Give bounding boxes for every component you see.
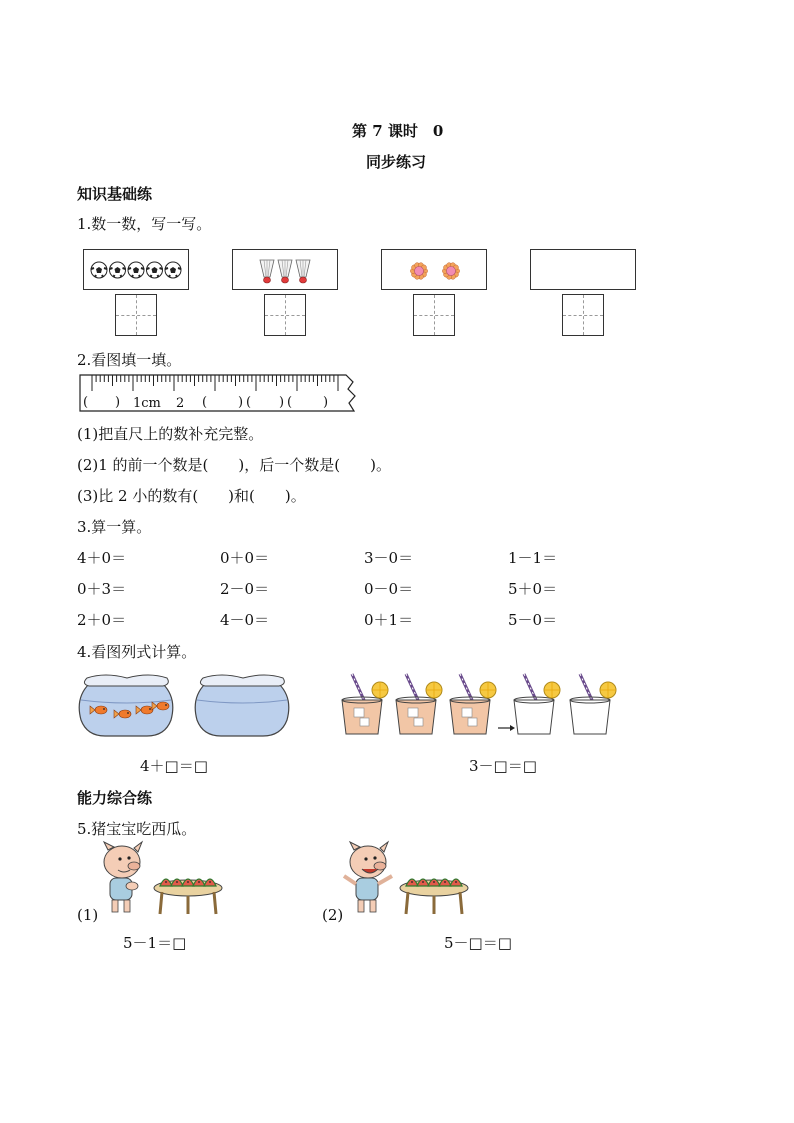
q4-prompt: 4.看图列式计算。 [77, 643, 197, 661]
answer-grid-4[interactable] [562, 294, 604, 336]
arrow-icon [498, 725, 515, 731]
juice-cup-icon [396, 674, 442, 734]
equation: 0＋0＝ [220, 549, 270, 567]
lesson-title: 第 7 课时 0 [352, 122, 444, 140]
juice-cup-icon [450, 674, 496, 734]
soccer-ball-icon [147, 262, 163, 278]
q5-equation-1: 5－1＝□ [123, 934, 187, 952]
answer-grid-1[interactable] [115, 294, 157, 336]
ruler-label: ( [287, 395, 293, 410]
pig-icon [104, 842, 142, 912]
empty-fishbowl-icon [195, 675, 289, 736]
ruler-label: ) [279, 395, 285, 410]
juice-cup-icon [342, 674, 388, 734]
shuttlecock-icon [296, 260, 310, 283]
picture-box-empty [530, 249, 636, 290]
soccer-ball-icon [91, 262, 107, 278]
pig-eating-illustration-2 [342, 842, 472, 918]
equation: 1－1＝ [508, 549, 558, 567]
answer-grid-3[interactable] [413, 294, 455, 336]
soccer-ball-icon [110, 262, 126, 278]
section-heading-basic: 知识基础练 [77, 185, 153, 203]
equation: 3－0＝ [364, 549, 414, 567]
q2-sub3: (3)比 2 小的数有( )和( )。 [77, 487, 306, 505]
ruler-label: 1cm [133, 396, 161, 411]
equation: 0＋3＝ [77, 580, 127, 598]
picture-box-flowers [381, 249, 487, 290]
section-heading-advanced: 能力综合练 [77, 789, 153, 807]
q5-label-2: (2) [322, 906, 344, 924]
q4-left-equation: 4＋□＝□ [140, 757, 208, 775]
equation: 0＋1＝ [364, 611, 414, 629]
equation: 2＋0＝ [77, 611, 127, 629]
q5-equation-2: 5－□＝□ [444, 934, 512, 952]
fish-bowls-illustration [75, 670, 290, 742]
soccer-ball-icon [165, 262, 181, 278]
ruler [78, 373, 358, 413]
equation: 2－0＝ [220, 580, 270, 598]
equation: 5＋0＝ [508, 580, 558, 598]
empty-cup-icon [570, 674, 616, 734]
equation: 5－0＝ [508, 611, 558, 629]
q5-label-1: (1) [77, 906, 99, 924]
q3-prompt: 3.算一算。 [77, 518, 152, 536]
q1-prompt: 1.数一数，写一写。 [77, 215, 212, 233]
pig-eating-illustration-1 [96, 842, 226, 918]
q2-prompt: 2.看图填一填。 [77, 351, 182, 369]
q5-prompt: 5.猪宝宝吃西瓜。 [77, 820, 197, 838]
picture-box-balls [83, 249, 189, 290]
ruler-label: ( [246, 395, 252, 410]
ruler-label: 2 [176, 396, 185, 411]
equation: 4－0＝ [220, 611, 270, 629]
pig-icon [344, 842, 392, 912]
juice-cups-illustration [336, 670, 626, 742]
ruler-label: ) [323, 395, 329, 410]
ruler-label: ( [202, 395, 208, 410]
flower-icon [410, 263, 427, 280]
answer-grid-2[interactable] [264, 294, 306, 336]
q2-sub1: (1)把直尺上的数补充完整。 [77, 425, 264, 443]
equation: 0－0＝ [364, 580, 414, 598]
soccer-ball-icon [128, 262, 144, 278]
ruler-label: ( [83, 395, 89, 410]
page-subtitle: 同步练习 [366, 153, 427, 171]
soccer-ball-icon [84, 250, 188, 289]
picture-box-shuttlecocks [232, 249, 338, 290]
flower-icon [442, 263, 459, 280]
flower-icon [382, 250, 486, 289]
shuttlecock-icon [278, 260, 292, 283]
equation: 4＋0＝ [77, 549, 127, 567]
q2-sub2: (2)1 的前一个数是( )，后一个数是( )。 [77, 456, 391, 474]
watermelon-icon [160, 879, 216, 886]
ruler-label: ) [115, 395, 121, 410]
fishbowl-icon [79, 675, 173, 736]
shuttlecock-icon [233, 250, 337, 289]
empty-cup-icon [514, 674, 560, 734]
watermelon-icon [406, 879, 462, 886]
ruler-label: ) [238, 395, 244, 410]
q4-right-equation: 3－□＝□ [469, 757, 537, 775]
shuttlecock-icon [260, 260, 274, 283]
